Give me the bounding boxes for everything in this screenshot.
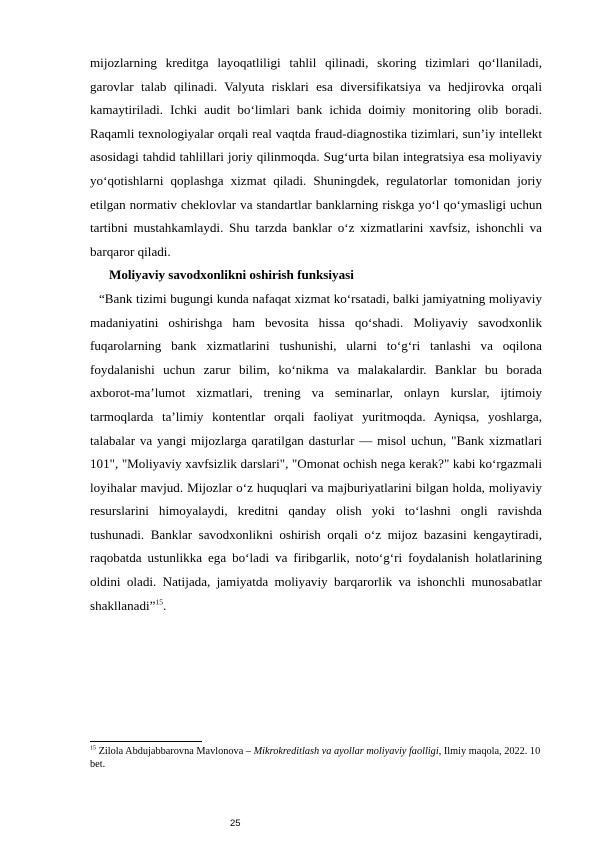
footnote [90, 746, 542, 771]
footnote-reference[interactable]: 15 [155, 597, 163, 607]
footnote-author: Zilola Abdujabbarovna Mavlonova – [98, 746, 254, 757]
body-paragraph-1: mijozlarning kreditga layoqatliligi tahlil qilinadi, skoring tizimlari qo‘llaniladi, garovlar talab qilinadi. Valyuta risklari esa diversifikatsiya va hedjirovka orqali kamaytiriladi. Ichki audit bo‘limlari bank ichida doimiy monitoring olib boradi. Raqamli texnologiyalar orqali real vaqtda fraud-diagnostika tizimlari, sun’iy intellekt asosidagi tahdid tahlillari joriy qilinmoqda. Sug‘urta bilan integratsiya esa moliyaviy yo‘qotishlarni qoplashga xizmat qiladi. Shuningdek, regulatorlar tomonidan joriy etilgan normativ cheklovlar va standartlar banklarning riskga yo‘l qo‘ymasligi uchun tartibni mustahkamlaydi. Shu tarzda banklar o‘z xizmatlarini xavfsiz, ishonchli va barqaror qiladi. [90, 55, 542, 259]
section-heading: Moliyaviy savodxonlikni oshirish funksiyasi [109, 267, 354, 283]
footnote-rest: , Ilmiy maqola, 2022. 10 bet. [90, 746, 541, 770]
quote-text: “Bank tizimi bugungi kunda nafaqat xizmat ko‘rsatadi, balki jamiyatning moliyaviy madaniyatini oshirishga ham bevosita hissa qo‘shadi. Moliyaviy savodxonlik fuqarolarning bank xizmatlarini tushunishi, ularni to‘g‘ri tanlashi va oqilona foydalanishi uchun zarur bilim, ko‘nikma va malakalardir. Banklar bu borada axborot-ma’lumot xizmatlari, trening va seminarlar, onlayn kurslar, ijtimoiy tarmoqlarda ta’limiy kontentlar orqali faoliyat yuritmoqda. Ayniqsa, yoshlarga, talabalar va yangi mijozlarga qaratilgan dasturlar — misol uchun, "Bank xizmatlari 101", "Moliyaviy xavfsizlik darslari", "Omonat ochish nega kerak?" kabi ko‘rgazmali loyihalar mavjud. Mijozlar o‘z huquqlari va majburiyatlarini bilgan holda, moliyaviy resurslarini himoyalaydi, kreditni qanday olish yoki to‘lashni ongli ravishda tushunadi. Banklar savodxonlikni oshirish orqali o‘z mijoz bazasini kengaytiradi, raqobatda ustunlikka ega bo‘ladi va firibgarlik, noto‘g‘ri foydalanish holatlarining oldini oladi. Natijada, jamiyatda moliyaviy barqarorlik va ishonchli munosabatlar shakllanadi” [90, 290, 542, 613]
page-number: 25 [230, 818, 241, 829]
page-body [90, 51, 542, 617]
footnote-title: Mikrokreditlash va ayollar moliyaviy faolligi [253, 746, 439, 757]
body-paragraph-2: “Bank tizimi bugungi kunda nafaqat xizmat ko‘rsatadi, balki jamiyatning moliyaviy madaniyatini oshirishga ham bevosita hissa qo‘shadi. Moliyaviy savodxonlik fuqarolarning bank xizmatlarini tushunishi, ularni to‘g‘ri tanlashi va oqilona foydalanishi uchun zarur bilim, ko‘nikma va malakalardir. Banklar bu borada axborot-ma’lumot xizmatlari, trening va seminarlar, onlayn kurslar, ijtimoiy tarmoqlarda ta’limiy kontentlar orqali faoliyat yuritmoqda. Ayniqsa, yoshlarga, talabalar va yangi mijozlarga qaratilgan dasturlar — misol uchun, "Bank xizmatlari 101", "Moliyaviy xavfsizlik darslari", "Omonat ochish nega kerak?" kabi ko‘rgazmali loyihalar mavjud. Mijozlar o‘z huquqlari va majburiyatlarini bilgan holda, moliyaviy resurslarini himoyalaydi, kreditni qanday olish yoki to‘lashni ongli ravishda tushunadi. Banklar savodxonlikni oshirish orqali o‘z mijoz bazasini kengaytiradi, raqobatda ustunlikka ega bo‘ladi va firibgarlik, noto‘g‘ri foydalanish holatlarining oldini oladi. Natijada, jamiyatda moliyaviy barqarorlik va ishonchli munosabatlar shakllanadi”$^{15}$. [90, 290, 542, 613]
footnote-number: 15 [90, 745, 96, 752]
footnote-divider [90, 741, 202, 742]
